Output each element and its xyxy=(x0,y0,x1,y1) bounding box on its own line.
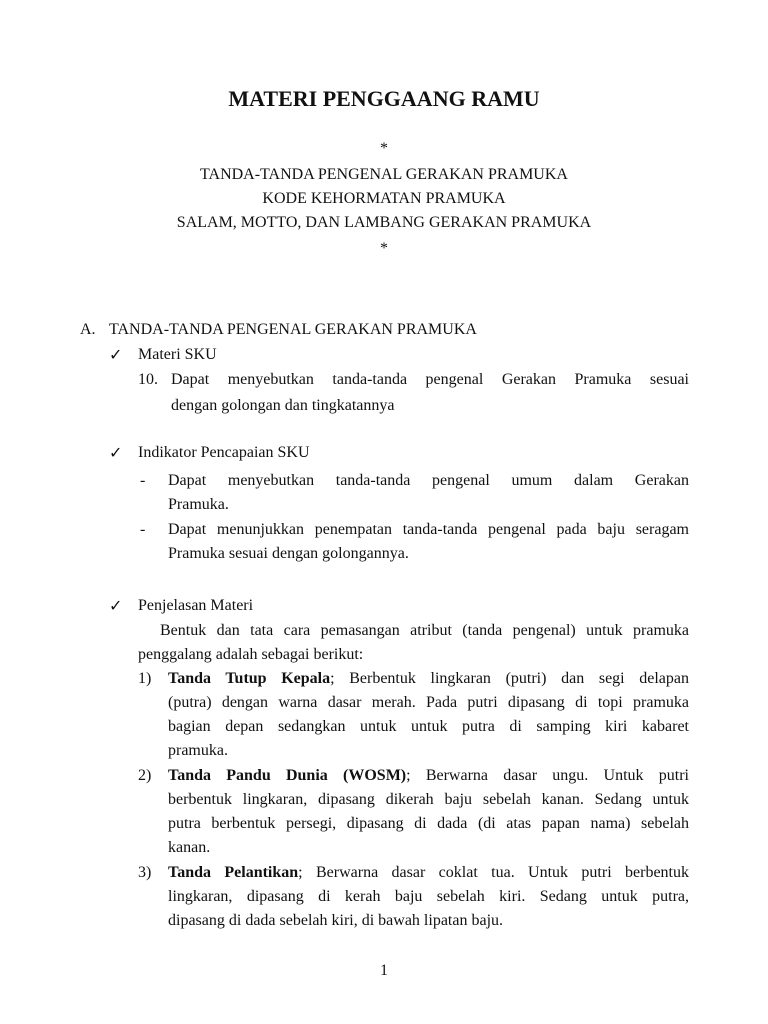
list-item-3-line1-rest: ; Berwarna dasar coklat tua. Untuk putri berbentuk xyxy=(298,864,689,881)
list-item-2-line1-rest: ; Berwarna dasar ungu. Untuk putri xyxy=(406,767,689,784)
penjelasan-intro-line1: Bentuk dan tata cara pemasangan atribut (tanda pengenal) untuk pramuka xyxy=(160,622,689,639)
list-item-number: 2) xyxy=(138,767,152,784)
list-item-1-line2: (putra) dengan warna dasar merah. Pada putri dipasang di topi pramuka xyxy=(168,694,689,711)
materi-sku-item-line1: Dapat menyebutkan tanda-tanda pengenal Gerakan Pramuka sesuai xyxy=(171,371,689,388)
list-item-1-term: Tanda Tutup Kepala xyxy=(168,670,331,687)
subtitle-1: TANDA-TANDA PENGENAL GERAKAN PRAMUKA xyxy=(200,166,568,183)
page-number: 1 xyxy=(380,962,388,979)
document-title: MATERI PENGGAANG RAMU xyxy=(228,86,540,111)
materi-sku-item-number: 10. xyxy=(138,371,158,388)
list-item-number: 1) xyxy=(138,670,152,687)
list-item-1-line3: bagian depan sedangkan untuk untuk putra di samping kiri kabaret xyxy=(168,718,689,735)
dash-marker: - xyxy=(140,472,146,489)
indikator-item-1-line1: Dapat menyebutkan tanda-tanda pengenal umum dalam Gerakan xyxy=(168,472,689,489)
indikator-heading: Indikator Pencapaian SKU xyxy=(138,444,310,461)
list-item-3-line3: dipasang di dada sebelah kiri, di bawah lipatan baju. xyxy=(168,912,504,929)
list-item-3-term: Tanda Pelantikan xyxy=(168,864,299,881)
list-item-3-line1 xyxy=(168,861,689,885)
subtitle-2: KODE KEHORMATAN PRAMUKA xyxy=(262,190,506,207)
list-item-1-line1-rest: ; Berbentuk lingkaran (putri) dan segi delapan xyxy=(330,670,689,687)
list-item-1-line4: pramuka. xyxy=(168,742,228,759)
section-a-marker: A. xyxy=(80,321,96,338)
indikator-item-2-line1: Dapat menunjukkan penempatan tanda-tanda pengenal pada baju seragam xyxy=(168,521,689,538)
penjelasan-intro-line2: penggalang adalah sebagai berikut: xyxy=(138,646,364,663)
list-item-2-line3: putra berbentuk persegi, dipasang di dada (di atas papan nama) sebelah xyxy=(168,815,689,832)
indikator-item-2-line2: Pramuka sesuai dengan golongannya. xyxy=(168,545,409,562)
list-item-3-line2: lingkaran, dipasang di kerah baju sebelah kiri. Sedang untuk putra, xyxy=(168,888,689,905)
list-item-2-line1 xyxy=(168,764,689,788)
list-item-number: 3) xyxy=(138,864,152,881)
list-item-2-line2: berbentuk lingkaran, dipasang dikerah baju sebelah kanan. Sedang untuk xyxy=(168,791,689,808)
list-item-1-line1 xyxy=(168,667,689,691)
indikator-item-1-line2: Pramuka. xyxy=(168,496,229,513)
list-item-2-term: Tanda Pandu Dunia (WOSM) xyxy=(168,767,407,784)
materi-sku-item-line2: dengan golongan dan tingkatannya xyxy=(171,397,395,414)
penjelasan-heading: Penjelasan Materi xyxy=(138,597,254,614)
list-item-2-line4: kanan. xyxy=(168,839,211,856)
dash-marker: - xyxy=(140,521,146,538)
check-icon: ✓ xyxy=(109,596,123,615)
star-separator-top: * xyxy=(380,140,388,157)
check-icon: ✓ xyxy=(109,443,123,462)
materi-sku-heading: Materi SKU xyxy=(138,346,217,363)
subtitle-3: SALAM, MOTTO, DAN LAMBANG GERAKAN PRAMUKA xyxy=(176,214,592,231)
section-a-heading: TANDA-TANDA PENGENAL GERAKAN PRAMUKA xyxy=(109,321,477,338)
check-icon: ✓ xyxy=(109,345,123,364)
star-separator-bottom: * xyxy=(380,240,388,257)
